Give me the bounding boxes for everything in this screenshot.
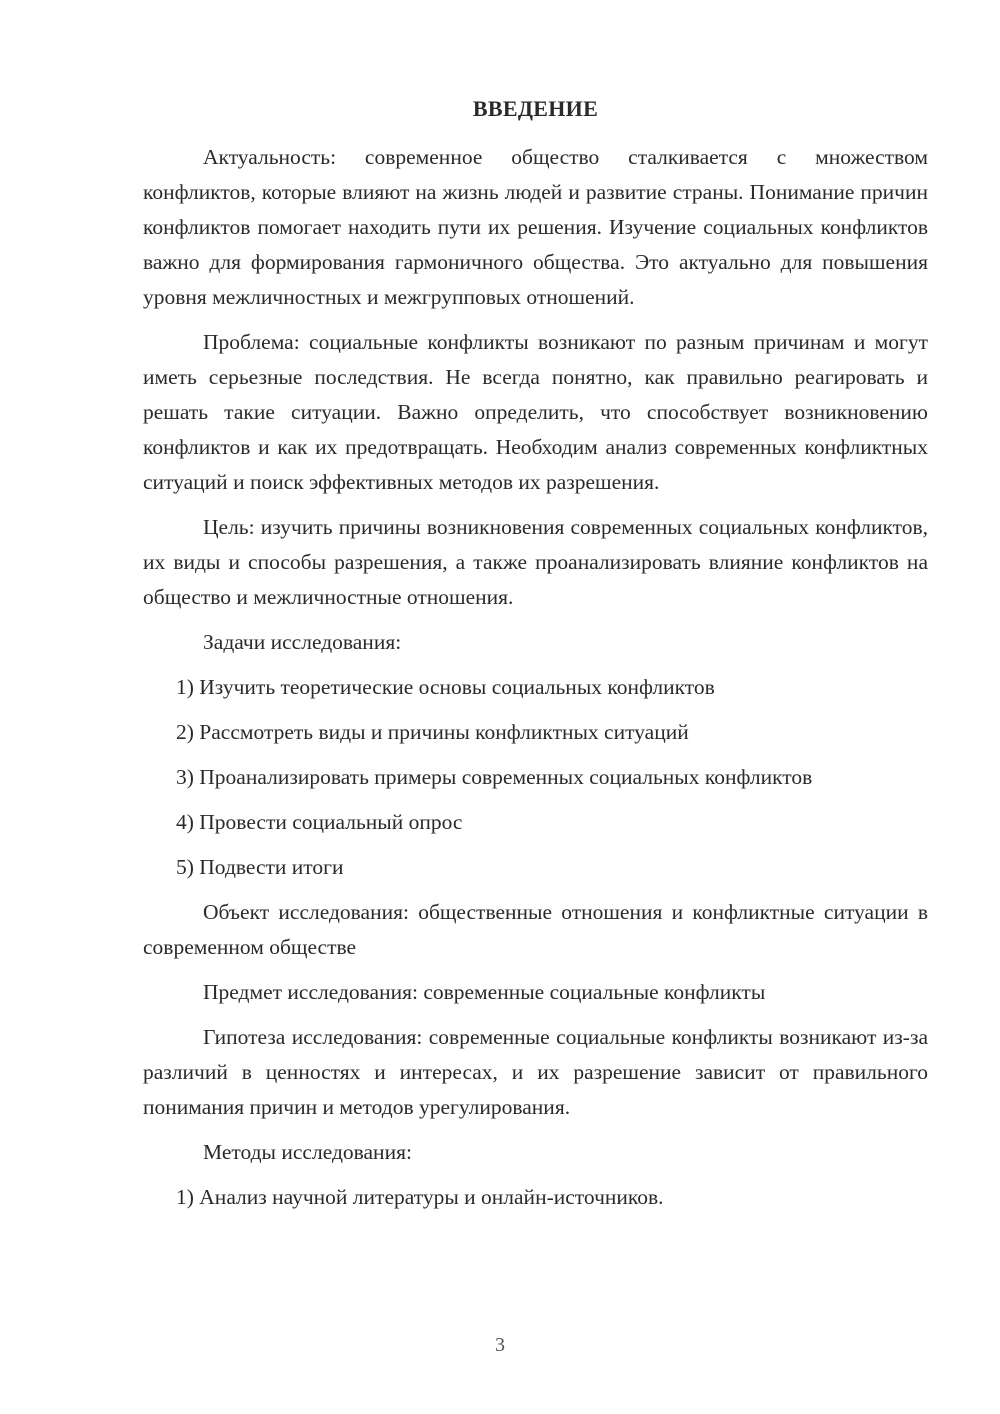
paragraph-relevance: Актуальность: современное общество сталкивается с множеством конфликтов, которые влияют на жизнь людей и развитие страны. Понимание причин конфликтов помогает находить пути их решения. Изучение социальных конфликтов важно для формирования гармоничного общества. Это актуально для повышения уровня межличностных и межгрупповых отношений.	[143, 145, 928, 309]
task-item: 5) Подвести итоги	[176, 855, 344, 879]
task-item: 2) Рассмотреть виды и причины конфликтных ситуаций	[176, 720, 689, 744]
method-item: 1) Анализ научной литературы и онлайн-источников.	[176, 1185, 664, 1209]
tasks-heading: Задачи исследования:	[203, 630, 402, 654]
document-page	[143, 96, 928, 1225]
paragraph-problem: Проблема: социальные конфликты возникают по разным причинам и могут иметь серьезные последствия. Не всегда понятно, как правильно реагировать и решать такие ситуации. Важно определить, что способствует возникновению конфликтов и как их предотвращать. Необходим анализ современных конфликтных ситуаций и поиск эффективных методов их разрешения.	[143, 330, 928, 494]
task-item: 4) Провести социальный опрос	[176, 810, 463, 834]
task-item: 3) Проанализировать примеры современных социальных конфликтов	[176, 765, 813, 789]
methods-heading: Методы исследования:	[203, 1140, 412, 1164]
paragraph-subject: Предмет исследования: современные социальные конфликты	[203, 980, 766, 1004]
paragraph-object: Объект исследования: общественные отношения и конфликтные ситуации в современном обществе	[143, 900, 928, 959]
paragraph-hypothesis: Гипотеза исследования: современные социальные конфликты возникают из-за различий в ценностях и интересах, и их разрешение зависит от правильного понимания причин и методов урегулирования.	[143, 1025, 928, 1119]
page-title: ВВЕДЕНИЕ	[472, 96, 599, 121]
page-number: 3	[495, 1334, 505, 1356]
paragraph-goal: Цель: изучить причины возникновения современных социальных конфликтов, их виды и способы разрешения, а также проанализировать влияние конфликтов на общество и межличностные отношения.	[143, 515, 928, 609]
task-item: 1) Изучить теоретические основы социальных конфликтов	[176, 675, 715, 699]
